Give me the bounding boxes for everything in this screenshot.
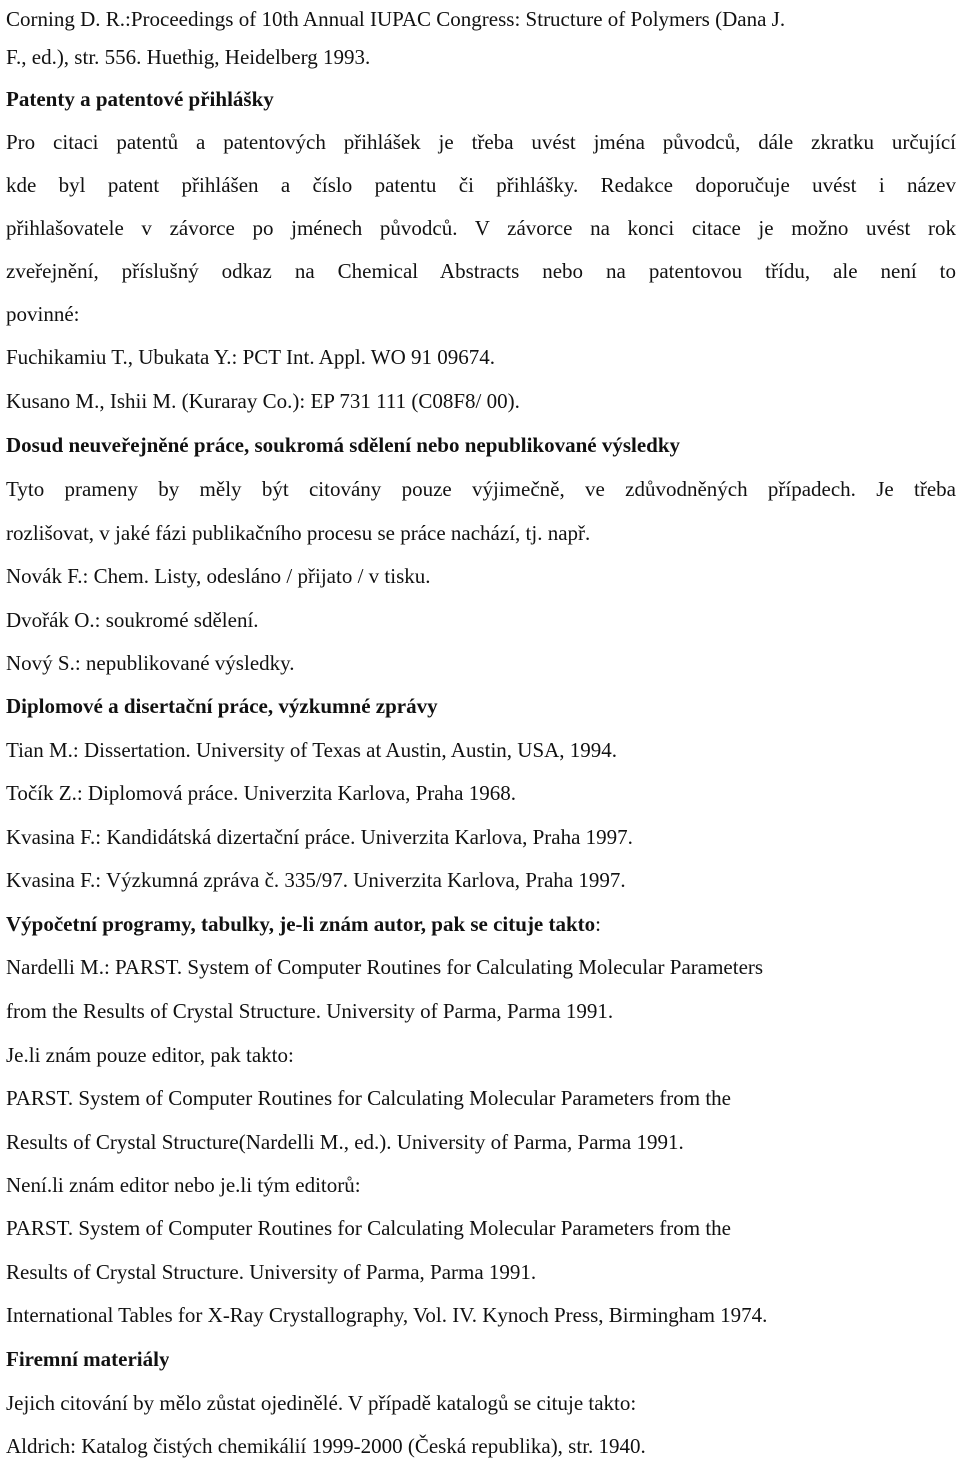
reference-line: Nardelli M.: PARST. System of Computer Routines for Calculating Molecular Parameters [6,955,764,979]
reference-line: Results of Crystal Structure. University of Parma, Parma 1991. [6,1260,537,1284]
text-line: přihlašovatele v závorce po jménech původců. V závorce na konci citace je možno uvést rok [6,216,956,240]
reference-line: Novák F.: Chem. Listy, odesláno / přijato / v tisku. [6,564,431,588]
reference-line: PARST. System of Computer Routines for Calculating Molecular Parameters from the [6,1216,731,1240]
reference-line: Kvasina F.: Kandidátská dizertační práce. Univerzita Karlova, Praha 1997. [6,825,633,849]
text-line: povinné: [6,302,80,326]
reference-line: Aldrich: Katalog čistých chemikálií 1999-2000 (Česká republika), str. 1940. [6,1434,646,1458]
section-heading-software [6,909,601,939]
text-line: Pro citaci patentů a patentových přihlášek je třeba uvést jména původců, dále zkratku určující [6,130,956,154]
section-heading-software-text: Výpočetní programy, tabulky, je-li znám autor, pak se cituje takto [6,912,596,936]
reference-line: Točík Z.: Diplomová práce. Univerzita Karlova, Praha 1968. [6,781,516,805]
reference-line: from the Results of Crystal Structure. University of Parma, Parma 1991. [6,999,614,1023]
text-line: F., ed.), str. 556. Huethig, Heidelberg 1993. [6,45,371,69]
section-heading-theses: Diplomové a disertační práce, výzkumné zprávy [6,694,438,718]
text-line: Je.li znám pouze editor, pak takto: [6,1043,294,1067]
section-heading-software-colon: : [595,912,602,936]
text-line: Není.li znám editor nebo je.li tým editorů: [6,1173,361,1197]
section-heading-company: Firemní materiály [6,1347,170,1371]
text-line: Tyto prameny by měly být citovány pouze výjimečně, ve zdůvodněných případech. Je třeba [6,477,956,501]
reference-line: PARST. System of Computer Routines for Calculating Molecular Parameters from the [6,1086,731,1110]
section-heading-patents: Patenty a patentové přihlášky [6,87,274,111]
text-line: zveřejnění, příslušný odkaz na Chemical Abstracts nebo na patentovou třídu, ale není to [6,259,956,283]
text-line: Jejich citování by mělo zůstat ojedinělé. V případě katalogů se cituje takto: [6,1391,637,1415]
text-line: kde byl patent přihlášen a číslo patentu či přihlášky. Redakce doporučuje uvést i název [6,173,956,197]
reference-line: International Tables for X-Ray Crystallography, Vol. IV. Kynoch Press, Birmingham 1974. [6,1303,768,1327]
text-line: rozlišovat, v jaké fázi publikačního procesu se práce nachází, tj. např. [6,521,591,545]
reference-line: Dvořák O.: soukromé sdělení. [6,608,259,632]
reference-line: Nový S.: nepublikované výsledky. [6,651,295,675]
reference-line: Kusano M., Ishii M. (Kuraray Co.): EP 731 111 (C08F8/ 00). [6,389,520,413]
section-heading-unpublished: Dosud neuveřejněné práce, soukromá sdělení nebo nepublikované výsledky [6,433,681,457]
reference-line: Fuchikamiu T., Ubukata Y.: PCT Int. Appl. WO 91 09674. [6,345,496,369]
reference-line: Tian M.: Dissertation. University of Texas at Austin, Austin, USA, 1994. [6,738,618,762]
reference-line: Results of Crystal Structure(Nardelli M., ed.). University of Parma, Parma 1991. [6,1130,684,1154]
text-line: Corning D. R.:Proceedings of 10th Annual IUPAC Congress: Structure of Polymers (Dana J. [6,7,786,31]
reference-line: Kvasina F.: Výzkumná zpráva č. 335/97. Univerzita Karlova, Praha 1997. [6,868,626,892]
